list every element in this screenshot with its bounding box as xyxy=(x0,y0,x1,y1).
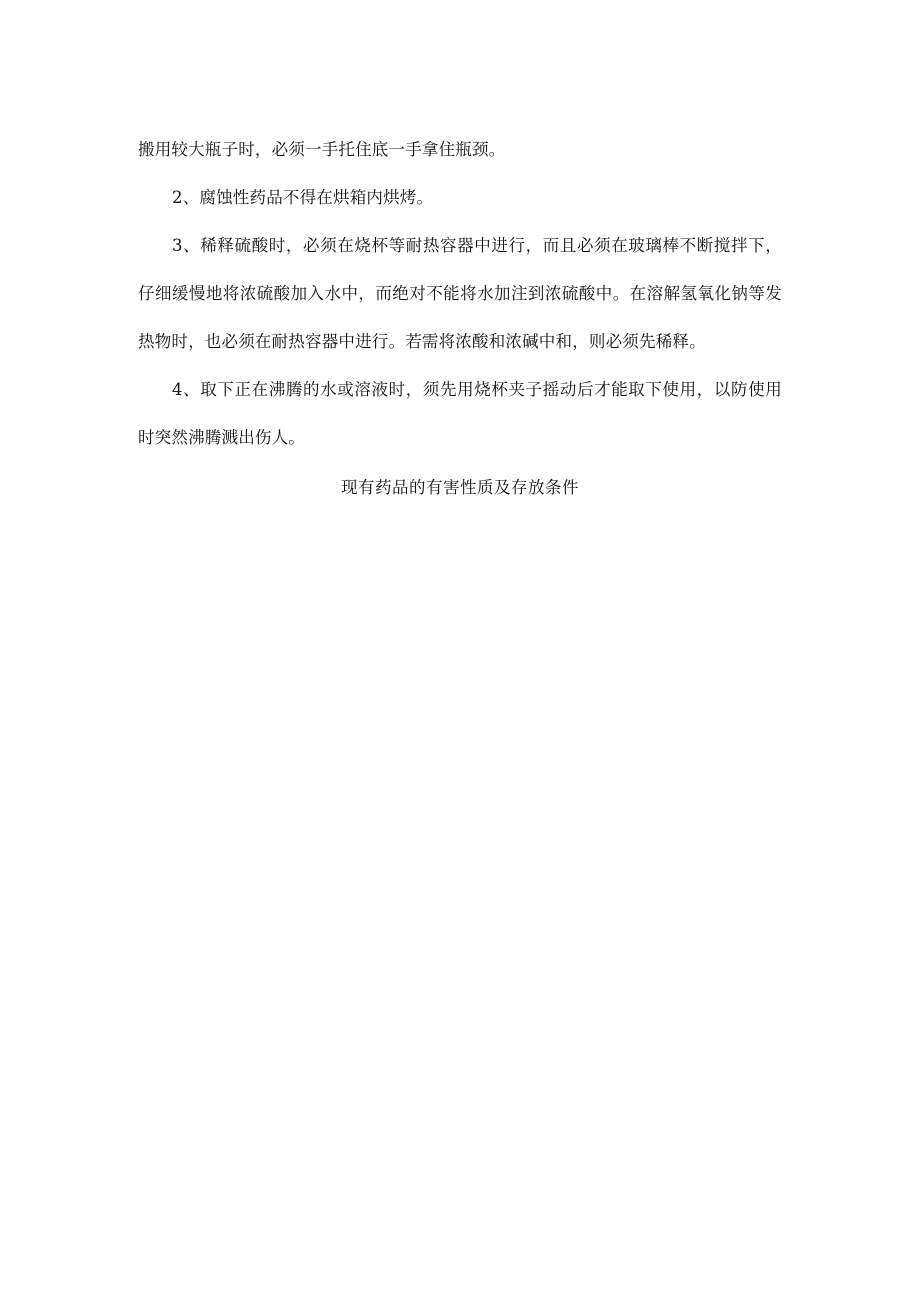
paragraph-continuation: 搬用较大瓶子时，必须一手托住底一手拿住瓶颈。 xyxy=(138,140,506,159)
paragraph-item-2: 2、腐蚀性药品不得在烘箱内烘烤。 xyxy=(172,188,434,207)
section-heading: 现有药品的有害性质及存放条件 xyxy=(341,478,579,497)
paragraph-item-4: 4、取下正在沸腾的水或溶液时，须先用烧杯夹子摇动后才能取下使用，以防使用时突然沸腾溅出伤人。 xyxy=(138,380,782,447)
document-body xyxy=(138,126,782,514)
paragraph-item-3: 3、稀释硫酸时，必须在烧杯等耐热容器中进行，而且必须在玻璃棒不断搅拌下，仔细缓慢地将浓硫酸加入水中，而绝对不能将水加注到浓硫酸中。在溶解氢氧化钠等发热物时，也必须在耐热容器中进行。若需将浓酸和浓碱中和，则必须先稀释。 xyxy=(138,236,782,351)
